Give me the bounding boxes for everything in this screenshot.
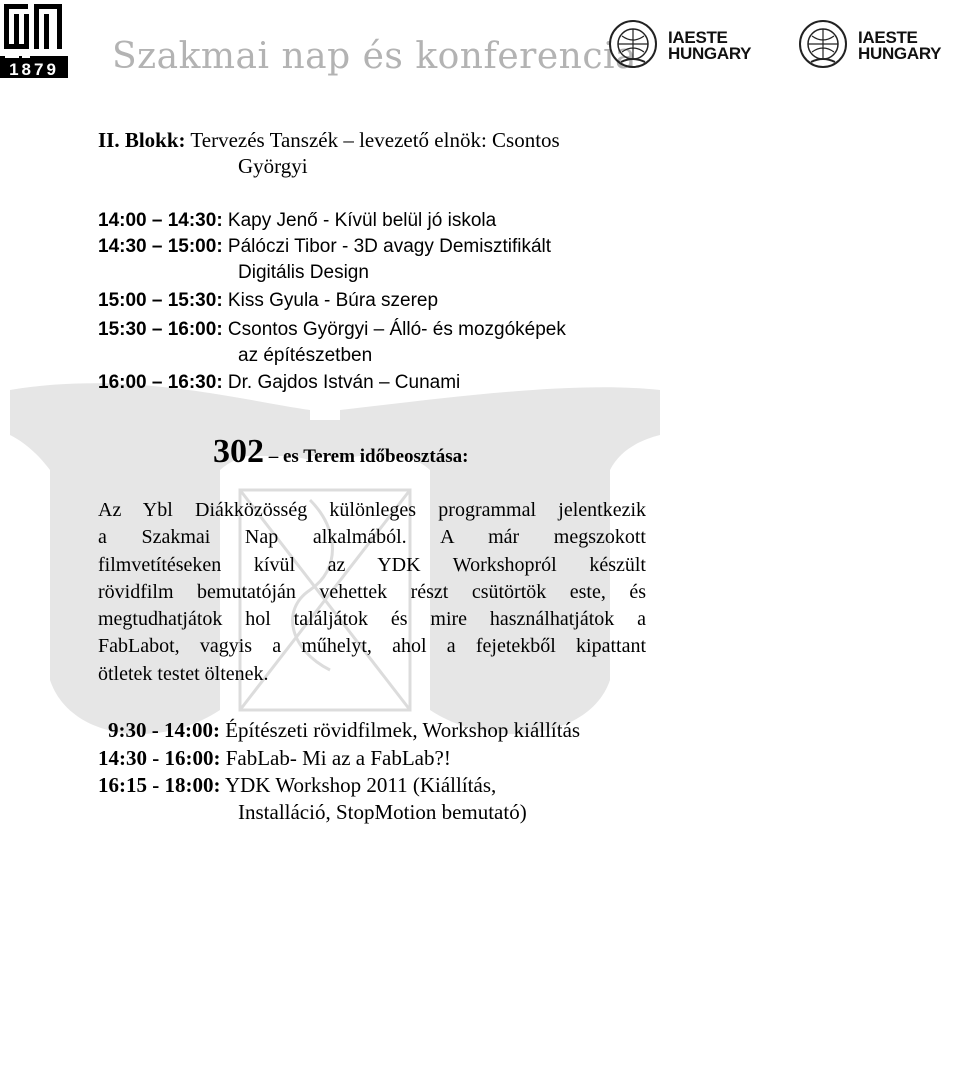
room-schedule-item: 14:30 - 16:00: FabLab- Mi az a FabLab?! xyxy=(98,746,451,770)
program-description: Az Ybl Diákközösség különleges programmal jelentkezik a Szakmai Nap alkalmából. A már megszokott filmvetítéseken kívül az YDK Workshopról készült rövidfilm bemutatóján vehettek részt csütörtök este, és megtudhatjátok hol találjátok és mire használhatjátok a FabLabot, vagyis a műhelyt, ahol a fejetekből kipattant ötletek testet öltenek. xyxy=(98,499,646,685)
iaeste-wordmark: IAESTE HUNGARY xyxy=(668,28,752,63)
schedule-item: 14:30 – 15:00: Pálóczi Tibor - 3D avagy Demisztifikált xyxy=(98,236,552,257)
iaeste-wordmark: IAESTE HUNGARY xyxy=(858,28,942,63)
block-title-continued: Györgyi xyxy=(238,154,308,178)
logo-year: 1879 xyxy=(9,60,59,79)
schedule-item-continued: az építészetben xyxy=(238,345,373,366)
room-schedule-item: 16:15 - 18:00: YDK Workshop 2011 (Kiállítás, xyxy=(98,773,497,797)
university-logo xyxy=(0,0,68,80)
schedule-item: 15:30 – 16:00: Csontos Györgyi – Álló- és mozgóképek xyxy=(98,319,566,340)
schedule-item: 14:00 – 14:30: Kapy Jenő - Kívül belül jó iskola xyxy=(98,210,497,231)
iaeste-seal-icon xyxy=(608,18,658,70)
schedule-item-continued: Digitális Design xyxy=(238,262,369,283)
schedule-item: 16:00 – 16:30: Dr. Gajdos István – Cunami xyxy=(98,372,461,393)
block-title: II. Blokk: Tervezés Tanszék – levezető elnök: Csontos xyxy=(98,128,560,152)
room-heading: 302 – es Terem időbeosztása: xyxy=(213,433,469,470)
room-schedule-item: 9:30 - 14:00: Építészeti rövidfilmek, Workshop kiállítás xyxy=(108,718,581,742)
room-schedule-item-continued: Installáció, StopMotion bemutató) xyxy=(238,800,527,824)
iaeste-seal-icon xyxy=(798,18,848,70)
header-title: Szakmai nap és konferencia xyxy=(112,36,637,77)
schedule-item: 15:00 – 15:30: Kiss Gyula - Búra szerep xyxy=(98,290,439,311)
